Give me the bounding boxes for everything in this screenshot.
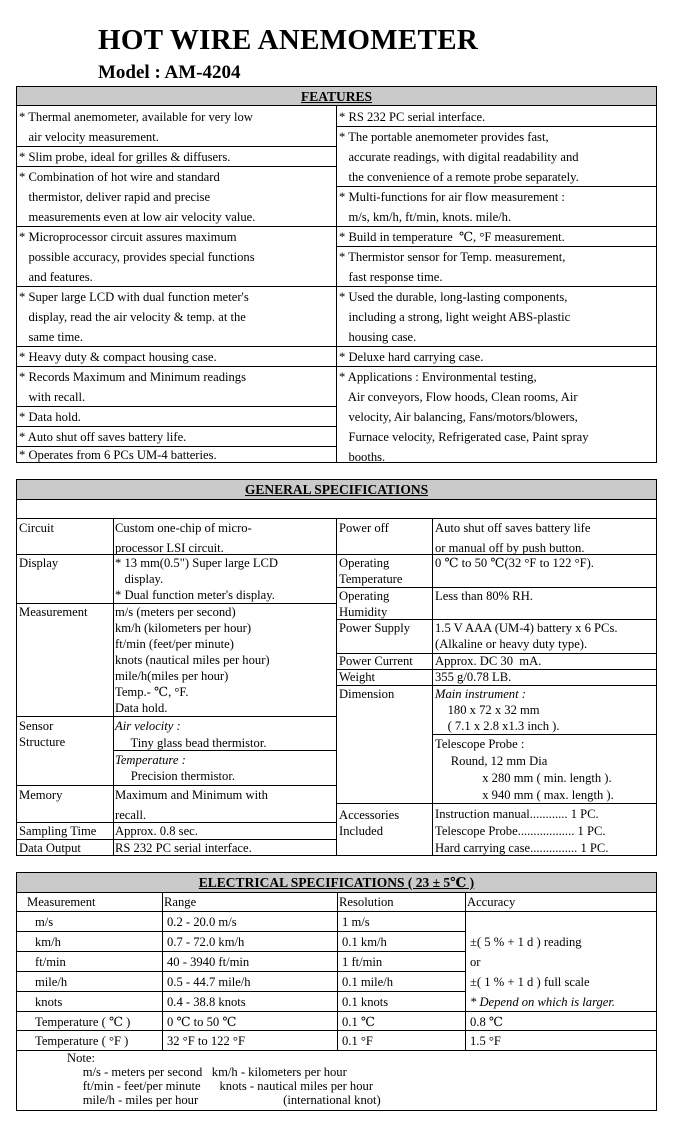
output-label: Data Output	[19, 841, 81, 855]
table-row-range: 0.5 - 44.7 mile/h	[167, 975, 251, 989]
feature-item: * Used the durable, long-lasting components, including a strong, light weight ABS-plastic housing case.	[339, 290, 571, 344]
table-row-measurement: mile/h	[35, 975, 68, 989]
feature-item: * Microprocessor circuit assures maximum possible accuracy, provides special functions and features.	[19, 230, 255, 284]
optemp-value: 0 ℃ to 50 ℃(32 °F to 122 °F).	[435, 556, 594, 570]
table-row-resolution: 1 m/s	[342, 915, 370, 929]
sensor-temp-value: Precision thermistor.	[115, 769, 235, 783]
display-value: * 13 mm(0.5") Super large LCD display. * Dual function meter's display.	[115, 556, 279, 602]
sensor-air-value: Tiny glass bead thermistor.	[115, 736, 267, 750]
electrical-specs-header: ELECTRICAL SPECIFICATIONS ( 23 ± 5℃ )	[17, 873, 656, 893]
general-specs-table	[16, 479, 657, 856]
ophum-label: Operating Humidity	[339, 589, 390, 619]
table-row-range: 0.7 - 72.0 km/h	[167, 935, 245, 949]
page-title: HOT WIRE ANEMOMETER	[98, 24, 479, 56]
output-value: RS 232 PC serial interface.	[115, 841, 252, 855]
feature-item: * Slim probe, ideal for grilles & diffusers.	[19, 150, 231, 164]
supply-value: 1.5 V AAA (UM-4) battery x 6 PCs. (Alkaline or heavy duty type).	[435, 621, 618, 651]
table-row-range: 0.4 - 38.8 knots	[167, 995, 246, 1009]
accuracy-note: * Depend on which is larger.	[470, 995, 616, 1009]
dimension-label: Dimension	[339, 687, 395, 701]
measurement-label: Measurement	[19, 605, 88, 619]
table-row-resolution: 0.1 mile/h	[342, 975, 394, 989]
table-row-resolution: 0.1 km/h	[342, 935, 387, 949]
feature-item: * Operates from 6 PCs UM-4 batteries.	[19, 448, 217, 462]
sensor-air-title: Air velocity :	[115, 719, 181, 733]
feature-item: * Heavy duty & compact housing case.	[19, 350, 217, 364]
weight-label: Weight	[339, 670, 376, 684]
sensor-temp-title: Temperature :	[115, 753, 186, 767]
table-row-measurement: Temperature ( °F )	[35, 1034, 129, 1048]
col-accuracy: Accuracy	[467, 895, 516, 909]
dimension-probe-value: Telescope Probe : Round, 12 mm Dia x 280 mm ( min. length ). x 940 mm ( max. length ).	[435, 737, 614, 802]
table-row-measurement: knots	[35, 995, 63, 1009]
weight-value: 355 g/0.78 LB.	[435, 670, 512, 684]
feature-item: * Data hold.	[19, 410, 81, 424]
model-number: Model : AM-4204	[98, 62, 241, 83]
memory-label: Memory	[19, 788, 63, 802]
accuracy-velocity: ±( 5 % + 1 d ) reading or ±( 1 % + 1 d ) full scale	[470, 935, 590, 989]
table-row-measurement: km/h	[35, 935, 61, 949]
table-row-measurement: Temperature ( ℃ )	[35, 1015, 131, 1029]
supply-label: Power Supply	[339, 621, 411, 635]
accuracy-celsius: 0.8 ℃	[470, 1015, 503, 1029]
accessories-value: Instruction manual............ 1 PC. Telescope Probe.................. 1 PC. Hard carrying case............... 1 PC.	[435, 807, 609, 855]
feature-item: * Thermal anemometer, available for very low air velocity measurement.	[19, 110, 253, 144]
features-divider	[336, 105, 337, 463]
measurement-value: m/s (meters per second) km/h (kilometers per hour) ft/min (feet/per minute) knots (nautical miles per hour) mile/h(miles per hour) Temp.- ℃, °F. Data hold.	[115, 605, 270, 715]
feature-item: * Auto shut off saves battery life.	[19, 430, 187, 444]
ophum-value: Less than 80% RH.	[435, 589, 533, 603]
current-label: Power Current	[339, 654, 413, 668]
table-row-measurement: m/s	[35, 915, 54, 929]
feature-item: * The portable anemometer provides fast, accurate readings, with digital readability and the convenience of a remote probe separately.	[339, 130, 579, 184]
feature-item: * RS 232 PC serial interface.	[339, 110, 486, 124]
sampling-label: Sampling Time	[19, 824, 97, 838]
accuracy-fahrenheit: 1.5 °F	[470, 1034, 501, 1048]
dimension-main-title: Main instrument :	[435, 687, 526, 701]
table-row-resolution: 0.1 °F	[342, 1034, 373, 1048]
electrical-specs-table	[16, 872, 657, 1111]
display-label: Display	[19, 556, 59, 570]
table-row-range: 40 - 3940 ft/min	[167, 955, 250, 969]
feature-item: * Records Maximum and Minimum readings with recall.	[19, 370, 247, 404]
col-measurement: Measurement	[27, 895, 96, 909]
table-row-measurement: ft/min	[35, 955, 66, 969]
note-title: Note:	[67, 1051, 95, 1065]
table-row-resolution: 0.1 ℃	[342, 1015, 375, 1029]
memory-value: Maximum and Minimum with recall.	[115, 788, 268, 822]
general-specs-header: GENERAL SPECIFICATIONS	[17, 480, 656, 500]
dimension-main-value: 180 x 72 x 32 mm ( 7.1 x 2.8 x1.3 inch ).	[447, 703, 560, 733]
sampling-value: Approx. 0.8 sec.	[115, 824, 198, 838]
table-row-range: 0 ℃ to 50 ℃	[167, 1015, 237, 1029]
table-row-resolution: 1 ft/min	[342, 955, 383, 969]
feature-item: * Deluxe hard carrying case.	[339, 350, 484, 364]
col-range: Range	[164, 895, 197, 909]
circuit-value: Custom one-chip of micro- processor LSI circuit.	[115, 521, 252, 555]
optemp-label: Operating Temperature	[339, 556, 403, 586]
current-value: Approx. DC 30 mA.	[435, 654, 542, 668]
sensor-label: Sensor Structure	[19, 719, 66, 749]
features-header: FEATURES	[17, 87, 656, 106]
feature-item: * Thermistor sensor for Temp. measurement, fast response time.	[339, 250, 566, 284]
feature-item: * Super large LCD with dual function meter's display, read the air velocity & temp. at the same time.	[19, 290, 249, 344]
feature-item: * Multi-functions for air flow measurement : m/s, km/h, ft/min, knots. mile/h.	[339, 190, 565, 224]
col-resolution: Resolution	[339, 895, 394, 909]
features-table	[16, 86, 657, 463]
table-row-range: 0.2 - 20.0 m/s	[167, 915, 237, 929]
feature-item: * Combination of hot wire and standard thermistor, deliver rapid and precise measurements even at low air velocity value.	[19, 170, 256, 224]
feature-item: * Build in temperature ℃, °F measurement.	[339, 230, 565, 244]
table-row-range: 32 °F to 122 °F	[167, 1034, 245, 1048]
circuit-label: Circuit	[19, 521, 54, 535]
note-body: m/s - meters per second km/h - kilometers per hour ft/min - feet/per minute knots - nautical miles per hour mile/h - miles per hour (international knot)	[82, 1065, 381, 1107]
table-row-resolution: 0.1 knots	[342, 995, 389, 1009]
accessories-label: Accessories Included	[339, 808, 400, 838]
poweroff-label: Power off	[339, 521, 389, 535]
feature-item: * Applications : Environmental testing, Air conveyors, Flow hoods, Clean rooms, Air velocity, Air balancing, Fans/motors/blowers, Furnace velocity, Refrigerated case, Paint spray booths.	[339, 370, 589, 464]
poweroff-value: Auto shut off saves battery life or manual off by push button.	[435, 521, 591, 555]
